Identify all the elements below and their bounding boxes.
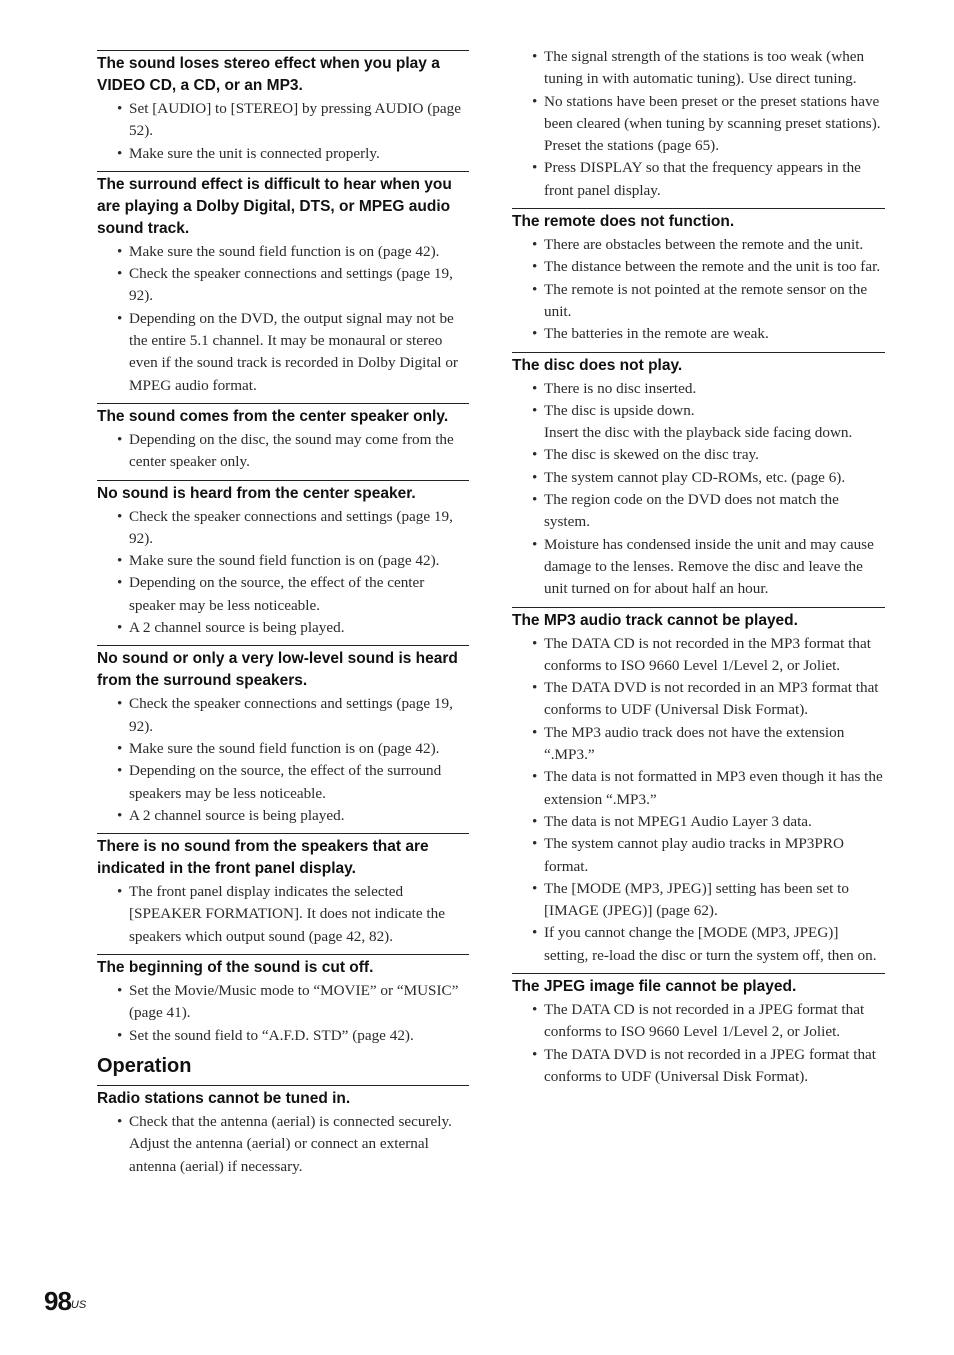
list-item: • Depending on the DVD, the output signal may not be the entire 5.1 channel. It may be monaural or stereo even if the sound track is recorded in Dolby Digital or MPEG audio format. [97, 308, 469, 397]
troubleshooting-section [97, 645, 469, 827]
section-items [97, 1111, 469, 1178]
list-item: • The region code on the DVD does not match the system. [512, 489, 885, 534]
section-items [97, 98, 469, 165]
section-heading: No sound is heard from the center speaker. [97, 484, 416, 502]
section-heading: The sound loses stereo effect when you play a VIDEO CD, a CD, or an MP3. [97, 55, 440, 94]
list-item: • The [MODE (MP3, JPEG)] setting has been set to [IMAGE (JPEG)] (page 62). [512, 878, 885, 923]
troubleshooting-section [97, 954, 469, 1047]
list-item: • Check that the antenna (aerial) is connected securely. Adjust the antenna (aerial) or connect an external antenna (aerial) if necessary. [97, 1111, 469, 1178]
list-item: • The data is not MPEG1 Audio Layer 3 data. [512, 811, 885, 833]
left-sections-b [97, 1085, 469, 1178]
list-item: • The signal strength of the stations is too weak (when tuning in with automatic tuning). Use direct tuning. [512, 46, 885, 91]
section-items [97, 429, 469, 474]
section-heading: The sound comes from the center speaker only. [97, 407, 449, 425]
right-column [512, 46, 885, 1094]
left-sections-a [97, 50, 469, 1047]
list-item: • The DATA DVD is not recorded in a JPEG format that conforms to UDF (Universal Disk Format). [512, 1044, 885, 1089]
section-items [97, 241, 469, 397]
troubleshooting-section [97, 833, 469, 948]
list-item: • Depending on the disc, the sound may come from the center speaker only. [97, 429, 469, 474]
list-item: • The DATA DVD is not recorded in an MP3 format that conforms to UDF (Universal Disk Format). [512, 677, 885, 722]
section-items [512, 234, 885, 345]
list-item: • If you cannot change the [MODE (MP3, JPEG)] setting, re-load the disc or turn the system off, then on. [512, 922, 885, 967]
list-item: • The front panel display indicates the selected [SPEAKER FORMATION]. It does not indicate the speakers which output sound (page 42, 82). [97, 881, 469, 948]
section-heading: The beginning of the sound is cut off. [97, 959, 374, 977]
section-heading: Radio stations cannot be tuned in. [97, 1089, 351, 1107]
list-item: • The batteries in the remote are weak. [512, 323, 885, 345]
list-item: • No stations have been preset or the preset stations have been cleared (when tuning by scanning preset stations). Preset the stations (page 65). [512, 91, 885, 158]
section-heading: The JPEG image file cannot be played. [512, 977, 797, 995]
list-item [512, 400, 885, 445]
section-items [97, 693, 469, 827]
list-item: • The DATA CD is not recorded in a JPEG format that conforms to ISO 9660 Level 1/Level 2, or Joliet. [512, 999, 885, 1044]
list-item: • Check the speaker connections and settings (page 19, 92). [97, 693, 469, 738]
page-number-suffix: US [70, 1299, 87, 1311]
section-items [512, 633, 885, 967]
list-item: • The distance between the remote and the unit is too far. [512, 256, 885, 278]
list-item: • There are obstacles between the remote and the unit. [512, 234, 885, 256]
section-items [512, 999, 885, 1088]
troubleshooting-section [97, 171, 469, 397]
section-items [97, 881, 469, 948]
section-heading: The remote does not function. [512, 213, 735, 231]
list-item: • A 2 channel source is being played. [97, 805, 469, 827]
troubleshooting-section [512, 208, 885, 345]
list-item: • Make sure the sound field function is on (page 42). [97, 738, 469, 760]
list-item: • Make sure the sound field function is on (page 42). [97, 241, 469, 263]
list-item: • Depending on the source, the effect of the center speaker may be less noticeable. [97, 572, 469, 617]
section-items [97, 506, 469, 640]
list-item-line: • The disc is upside down. [544, 401, 695, 419]
list-item: • Press DISPLAY so that the frequency appears in the front panel display. [512, 157, 885, 202]
page-number-value: 98 [44, 1286, 71, 1316]
list-item: • Set the sound field to “A.F.D. STD” (page 42). [97, 1025, 469, 1047]
section-heading: The MP3 audio track cannot be played. [512, 611, 798, 629]
list-item: • A 2 channel source is being played. [97, 617, 469, 639]
list-item: • Check the speaker connections and settings (page 19, 92). [97, 263, 469, 308]
list-item: • The MP3 audio track does not have the extension “.MP3.” [512, 722, 885, 767]
section-items [97, 980, 469, 1047]
list-item: • Depending on the source, the effect of the surround speakers may be less noticeable. [97, 760, 469, 805]
list-item: • Moisture has condensed inside the unit and may cause damage to the lenses. Remove the disc and leave the unit turned on for about half an hour. [512, 534, 885, 601]
list-item: • Check the speaker connections and settings (page 19, 92). [97, 506, 469, 551]
troubleshooting-section [512, 607, 885, 967]
continued-list [512, 46, 885, 202]
troubleshooting-section [97, 1085, 469, 1178]
list-item: • The disc is skewed on the disc tray. [512, 444, 885, 466]
list-item: • There is no disc inserted. [512, 378, 885, 400]
troubleshooting-section [97, 403, 469, 474]
list-item: • The system cannot play audio tracks in MP3PRO format. [512, 833, 885, 878]
category-heading-operation: Operation [97, 1054, 192, 1077]
troubleshooting-section [97, 480, 469, 640]
troubleshooting-section [512, 973, 885, 1088]
page-number [44, 1286, 86, 1316]
troubleshooting-section [97, 50, 469, 165]
section-heading: There is no sound from the speakers that are indicated in the front panel display. [97, 838, 429, 878]
section-heading: The surround effect is difficult to hear when you are playing a Dolby Digital, DTS, or MPEG audio sound track. [97, 175, 452, 237]
list-item: • Make sure the unit is connected properly. [97, 143, 469, 165]
list-item: • The DATA CD is not recorded in the MP3 format that conforms to ISO 9660 Level 1/Level 2, or Joliet. [512, 633, 885, 678]
section-heading: No sound or only a very low-level sound is heard from the surround speakers. [97, 650, 458, 690]
list-item: • Set [AUDIO] to [STEREO] by pressing AUDIO (page 52). [97, 98, 469, 143]
list-item-line: Insert the disc with the playback side facing down. [544, 424, 853, 442]
list-item: • The remote is not pointed at the remote sensor on the unit. [512, 279, 885, 324]
list-item: • The system cannot play CD-ROMs, etc. (page 6). [512, 467, 885, 489]
troubleshooting-section [512, 352, 885, 601]
list-item: • Set the Movie/Music mode to “MOVIE” or “MUSIC” (page 41). [97, 980, 469, 1025]
left-column [97, 50, 469, 1184]
list-item: • The data is not formatted in MP3 even though it has the extension “.MP3.” [512, 766, 885, 811]
section-heading: The disc does not play. [512, 356, 683, 374]
section-items [512, 378, 885, 601]
right-sections [512, 208, 885, 1088]
list-item: • Make sure the sound field function is on (page 42). [97, 550, 469, 572]
